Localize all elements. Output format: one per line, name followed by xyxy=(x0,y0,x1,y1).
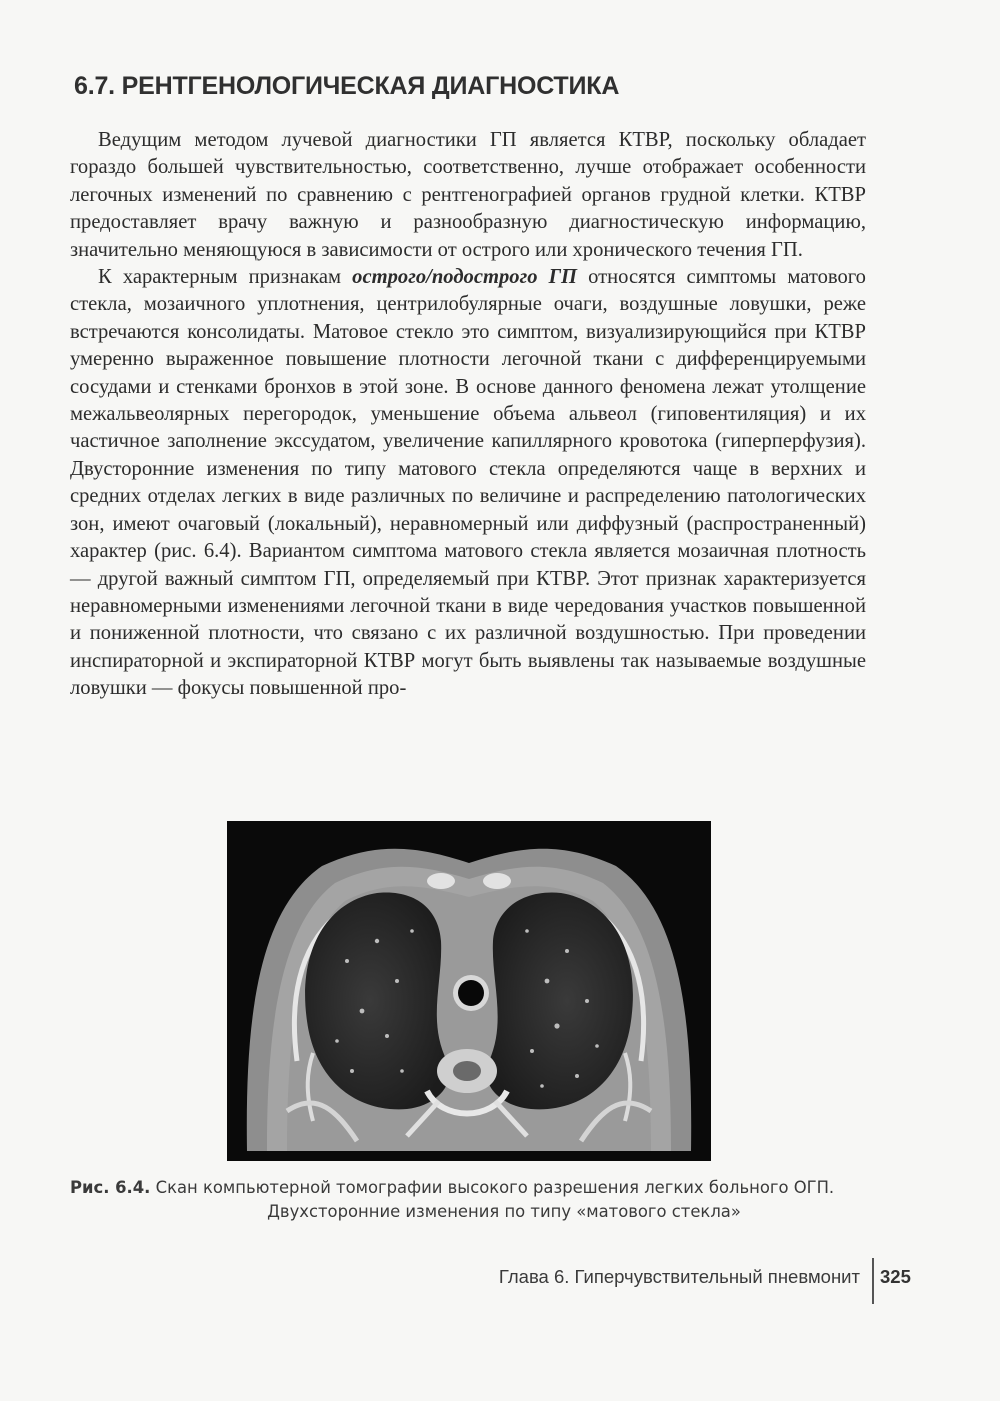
running-footer-chapter: Глава 6. Гиперчувствительный пневмонит xyxy=(498,1266,860,1287)
section-heading: 6.7. РЕНТГЕНОЛОГИЧЕСКАЯ ДИАГНОСТИКА xyxy=(74,72,620,100)
figure-caption xyxy=(70,1176,930,1224)
page-number: 325 xyxy=(880,1266,911,1287)
ct-scan-illustration xyxy=(227,821,711,1161)
paragraph-2-start: К характерным признакам xyxy=(98,266,353,289)
paragraph-2 xyxy=(70,264,866,703)
emphasis-acute-hp: острого/подострого ГП xyxy=(352,266,578,289)
paragraph-1: Ведущим методом лучевой диагностики ГП является КТВР, поскольку обладает гораздо большей чувствительностью, соответственно, лучше отображает особенности легочных изменений по сравнению с рентгенографией органов грудной клетки. КТВР предоставляет врачу важную и разнообразную диагностическую информацию, значительно меняющуюся в зависимости от острого или хронического течения ГП. xyxy=(70,129,866,261)
caption-line-1 xyxy=(70,1176,930,1200)
figure-label: Рис. 6.4. xyxy=(70,1178,151,1197)
caption-line-2: Двухсторонние изменения по типу «матового стекла» xyxy=(267,1202,741,1221)
footer-divider xyxy=(872,1258,874,1304)
paragraph-2-rest: относятся симптомы матового стекла, мозаичного уплотнения, центрилобулярные очаги, воздушные ловушки, реже встречаются консолидаты. Матовое стекло это симптом, визуализирующийся при КТВР умеренно выраженное повышение плотности легочной ткани с дифференцируемыми сосудами и стенками бронхов в этой зоне. В основе данного феномена лежат утолщение межальвеолярных перегородок, уменьшение объема альвеол (гиповентиляция) и их частичное заполнение экссудатом, увеличение капиллярного кровотока (гиперперфузия). Двусторонние изменения по типу матового стекла определяются чаще в верхних и средних отделах легких в виде различных по величине и распределению патологических зон, имеют очаговый (локальный), неравномерный или диффузный (распространенный) характер (рис. 6.4). Вариантом симптома матового стекла является мозаичная плотность — другой важный симптом ГП, определяемый при КТВР. Этот признак характеризуется неравномерными изменениями легочной ткани в виде чередования участков повышенной и пониженной плотности, что связано с их различной воздушностью. При проведении инспираторной и экспираторной КТВР могут быть выявлены так называемые воздушные ловушки — фокусы повышенной про- xyxy=(70,266,866,700)
ct-scan-image xyxy=(227,821,711,1161)
body-text xyxy=(70,127,866,703)
caption-text-1: Скан компьютерной томографии высокого разрешения легких больного ОГП. xyxy=(150,1178,835,1197)
